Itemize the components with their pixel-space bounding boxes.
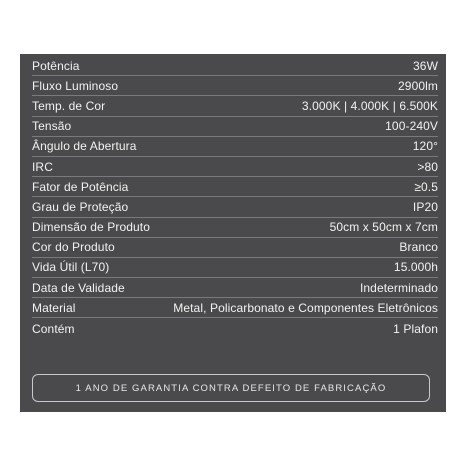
spec-value: >80 xyxy=(417,159,438,174)
spec-label: Temp. de Cor xyxy=(32,98,106,113)
spec-label: Material xyxy=(32,300,76,315)
spec-card xyxy=(20,54,446,412)
spec-label: Ângulo de Abertura xyxy=(32,139,137,154)
spec-row-potencia xyxy=(32,56,438,76)
spec-value: 1 Plafon xyxy=(393,321,438,336)
spec-label: Fluxo Luminoso xyxy=(32,78,119,93)
spec-value: 15.000h xyxy=(393,260,438,275)
warranty-banner: 1 ANO DE GARANTIA CONTRA DEFEITO DE FABRICAÇÃO xyxy=(32,374,430,402)
spec-value: Indeterminado xyxy=(359,280,438,295)
spec-value: IP20 xyxy=(412,199,438,214)
spec-value: 2900lm xyxy=(398,78,438,93)
spec-table xyxy=(32,56,438,339)
spec-label: IRC xyxy=(32,159,53,174)
spec-value: 50cm x 50cm x 7cm xyxy=(329,220,438,235)
spec-row-vida-util xyxy=(32,258,438,278)
spec-row-fluxo-luminoso xyxy=(32,76,438,96)
spec-label: Vida Útil (L70) xyxy=(32,260,110,275)
spec-value: 3.000K | 4.000K | 6.500K xyxy=(301,98,438,113)
spec-row-cor-produto xyxy=(32,238,438,258)
spec-row-contem xyxy=(32,318,438,338)
spec-label: Fator de Potência xyxy=(32,179,129,194)
spec-row-grau-protecao xyxy=(32,197,438,217)
spec-label: Grau de Proteção xyxy=(32,199,129,214)
spec-label: Contém xyxy=(32,321,75,336)
spec-label: Dimensão de Produto xyxy=(32,220,150,235)
spec-label: Cor do Produto xyxy=(32,240,115,255)
spec-value: Metal, Policarbonato e Componentes Eletrônicos xyxy=(173,300,438,315)
spec-row-fator-potencia xyxy=(32,177,438,197)
spec-row-angulo-abertura xyxy=(32,137,438,157)
spec-label: Tensão xyxy=(32,119,72,134)
spec-row-data-validade xyxy=(32,278,438,298)
spec-label: Potência xyxy=(32,58,80,73)
spec-label: Data de Validade xyxy=(32,280,125,295)
spec-value: 100-240V xyxy=(385,119,438,134)
spec-row-dimensao xyxy=(32,218,438,238)
spec-row-material xyxy=(32,298,438,318)
spec-value: ≥0.5 xyxy=(414,179,438,194)
spec-value: 36W xyxy=(413,58,438,73)
spec-value: Branco xyxy=(399,240,438,255)
spec-row-tensao xyxy=(32,117,438,137)
spec-value: 120° xyxy=(412,139,438,154)
spec-row-temp-cor xyxy=(32,96,438,116)
spec-row-irc xyxy=(32,157,438,177)
